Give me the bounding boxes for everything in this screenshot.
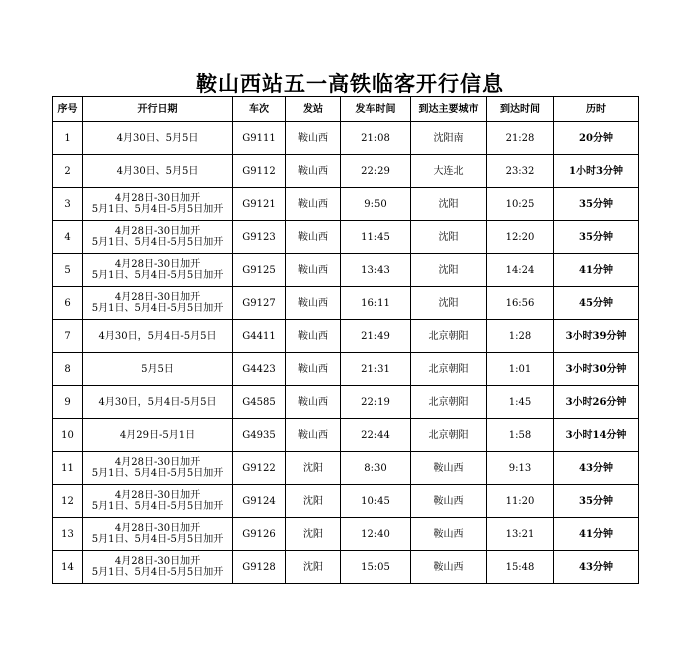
- date-line: 5月1日、5月4日-5月5日加开: [91, 237, 224, 248]
- date-line: 4月30日、5月5日: [116, 132, 199, 144]
- destination-city-cell: 北京朝阳: [411, 353, 487, 386]
- table-row: [53, 452, 639, 485]
- origin-station-cell: 沈阳: [286, 551, 341, 584]
- origin-station-cell: 沈阳: [286, 452, 341, 485]
- row-number-cell: 11: [53, 452, 83, 485]
- date-line: 4月28日-30日加开: [114, 226, 201, 237]
- duration-cell: 43分钟: [554, 551, 639, 584]
- date-line: 5月1日、5月4日-5月5日加开: [91, 468, 224, 479]
- table-row: [53, 287, 639, 320]
- date-line: 5月1日、5月4日-5月5日加开: [91, 534, 224, 545]
- table-row: [53, 518, 639, 551]
- row-number-cell: 3: [53, 188, 83, 221]
- origin-station-cell: 鞍山西: [286, 353, 341, 386]
- destination-city-cell: 鞍山西: [411, 518, 487, 551]
- origin-station-cell: 鞍山西: [286, 155, 341, 188]
- departure-time-cell: 8:30: [341, 452, 411, 485]
- train-number-cell: G9128: [233, 551, 286, 584]
- arrival-time-cell: 14:24: [487, 254, 554, 287]
- departure-time-cell: 12:40: [341, 518, 411, 551]
- destination-city-cell: 北京朝阳: [411, 320, 487, 353]
- duration-cell: 43分钟: [554, 452, 639, 485]
- duration-cell: 3小时30分钟: [554, 353, 639, 386]
- date-line: 5月1日、5月4日-5月5日加开: [91, 303, 224, 314]
- arrival-time-cell: 13:21: [487, 518, 554, 551]
- header-cell-train: 车次: [233, 97, 286, 122]
- date-cell: [83, 353, 233, 386]
- duration-cell: 45分钟: [554, 287, 639, 320]
- destination-city-cell: 北京朝阳: [411, 386, 487, 419]
- table-row: [53, 353, 639, 386]
- date-line: 4月30日，5月4日-5月5日: [98, 330, 217, 342]
- destination-city-cell: 沈阳: [411, 287, 487, 320]
- arrival-time-cell: 1:01: [487, 353, 554, 386]
- train-number-cell: G4585: [233, 386, 286, 419]
- origin-station-cell: 沈阳: [286, 518, 341, 551]
- destination-city-cell: 沈阳南: [411, 122, 487, 155]
- origin-station-cell: 鞍山西: [286, 188, 341, 221]
- date-cell: [83, 419, 233, 452]
- date-cell: [83, 485, 233, 518]
- departure-time-cell: 13:43: [341, 254, 411, 287]
- date-line: 4月28日-30日加开: [114, 292, 201, 303]
- row-number-cell: 2: [53, 155, 83, 188]
- train-number-cell: G4423: [233, 353, 286, 386]
- date-cell: [83, 452, 233, 485]
- header-cell-arrival: 到达时间: [487, 97, 554, 122]
- train-number-cell: G9124: [233, 485, 286, 518]
- date-line: 4月28日-30日加开: [114, 523, 201, 534]
- table-row: [53, 254, 639, 287]
- date-line: 4月30日、5月5日: [116, 165, 199, 177]
- departure-time-cell: 22:44: [341, 419, 411, 452]
- date-line: 4月30日，5月4日-5月5日: [98, 396, 217, 408]
- table-row: [53, 419, 639, 452]
- arrival-time-cell: 10:25: [487, 188, 554, 221]
- row-number-cell: 5: [53, 254, 83, 287]
- row-number-cell: 1: [53, 122, 83, 155]
- duration-cell: 41分钟: [554, 518, 639, 551]
- table-row: [53, 188, 639, 221]
- row-number-cell: 4: [53, 221, 83, 254]
- date-cell: [83, 551, 233, 584]
- schedule-table: [52, 96, 639, 584]
- train-number-cell: G9122: [233, 452, 286, 485]
- row-number-cell: 6: [53, 287, 83, 320]
- train-number-cell: G9112: [233, 155, 286, 188]
- train-number-cell: G9126: [233, 518, 286, 551]
- table-row: [53, 485, 639, 518]
- duration-cell: 3小时14分钟: [554, 419, 639, 452]
- row-number-cell: 9: [53, 386, 83, 419]
- origin-station-cell: 鞍山西: [286, 287, 341, 320]
- date-line: 4月28日-30日加开: [114, 457, 201, 468]
- row-number-cell: 14: [53, 551, 83, 584]
- table-body: [53, 122, 639, 584]
- row-number-cell: 12: [53, 485, 83, 518]
- date-line: 5月1日、5月4日-5月5日加开: [91, 501, 224, 512]
- date-line: 5月1日、5月4日-5月5日加开: [91, 204, 224, 215]
- row-number-cell: 10: [53, 419, 83, 452]
- row-number-cell: 7: [53, 320, 83, 353]
- date-cell: [83, 221, 233, 254]
- page-title: 鞍山西站五一高铁临客开行信息: [196, 72, 504, 96]
- departure-time-cell: 22:19: [341, 386, 411, 419]
- arrival-time-cell: 11:20: [487, 485, 554, 518]
- arrival-time-cell: 9:13: [487, 452, 554, 485]
- date-cell: [83, 122, 233, 155]
- departure-time-cell: 21:08: [341, 122, 411, 155]
- origin-station-cell: 鞍山西: [286, 221, 341, 254]
- duration-cell: 35分钟: [554, 221, 639, 254]
- arrival-time-cell: 23:32: [487, 155, 554, 188]
- train-number-cell: G4411: [233, 320, 286, 353]
- departure-time-cell: 11:45: [341, 221, 411, 254]
- duration-cell: 35分钟: [554, 188, 639, 221]
- arrival-time-cell: 15:48: [487, 551, 554, 584]
- duration-cell: 1小时3分钟: [554, 155, 639, 188]
- departure-time-cell: 16:11: [341, 287, 411, 320]
- date-cell: [83, 254, 233, 287]
- table-row: [53, 320, 639, 353]
- arrival-time-cell: 1:45: [487, 386, 554, 419]
- row-number-cell: 13: [53, 518, 83, 551]
- row-number-cell: 8: [53, 353, 83, 386]
- header-cell-duration: 历时: [554, 97, 639, 122]
- date-line: 5月1日、5月4日-5月5日加开: [91, 567, 224, 578]
- departure-time-cell: 9:50: [341, 188, 411, 221]
- origin-station-cell: 鞍山西: [286, 386, 341, 419]
- duration-cell: 3小时26分钟: [554, 386, 639, 419]
- origin-station-cell: 鞍山西: [286, 320, 341, 353]
- train-number-cell: G9127: [233, 287, 286, 320]
- date-cell: [83, 386, 233, 419]
- train-number-cell: G9125: [233, 254, 286, 287]
- destination-city-cell: 沈阳: [411, 188, 487, 221]
- date-cell: [83, 188, 233, 221]
- destination-city-cell: 大连北: [411, 155, 487, 188]
- destination-city-cell: 北京朝阳: [411, 419, 487, 452]
- date-line: 4月28日-30日加开: [114, 490, 201, 501]
- header-cell-date: 开行日期: [83, 97, 233, 122]
- date-cell: [83, 518, 233, 551]
- table-row: [53, 386, 639, 419]
- duration-cell: 41分钟: [554, 254, 639, 287]
- date-cell: [83, 320, 233, 353]
- destination-city-cell: 鞍山西: [411, 485, 487, 518]
- origin-station-cell: 鞍山西: [286, 122, 341, 155]
- header-row: [53, 97, 639, 122]
- header-cell-from: 发站: [286, 97, 341, 122]
- table-row: [53, 155, 639, 188]
- date-cell: [83, 155, 233, 188]
- duration-cell: 3小时39分钟: [554, 320, 639, 353]
- duration-cell: 20分钟: [554, 122, 639, 155]
- departure-time-cell: 10:45: [341, 485, 411, 518]
- destination-city-cell: 鞍山西: [411, 551, 487, 584]
- origin-station-cell: 鞍山西: [286, 419, 341, 452]
- date-line: 4月28日-30日加开: [114, 556, 201, 567]
- arrival-time-cell: 16:56: [487, 287, 554, 320]
- arrival-time-cell: 12:20: [487, 221, 554, 254]
- origin-station-cell: 沈阳: [286, 485, 341, 518]
- header-cell-no: 序号: [53, 97, 83, 122]
- destination-city-cell: 沈阳: [411, 254, 487, 287]
- date-line: 4月28日-30日加开: [114, 259, 201, 270]
- table-row: [53, 122, 639, 155]
- train-number-cell: G9123: [233, 221, 286, 254]
- date-line: 4月29日-5月1日: [119, 429, 196, 441]
- table-row: [53, 221, 639, 254]
- departure-time-cell: 21:49: [341, 320, 411, 353]
- train-number-cell: G9111: [233, 122, 286, 155]
- departure-time-cell: 15:05: [341, 551, 411, 584]
- date-line: 4月28日-30日加开: [114, 193, 201, 204]
- date-cell: [83, 287, 233, 320]
- origin-station-cell: 鞍山西: [286, 254, 341, 287]
- duration-cell: 35分钟: [554, 485, 639, 518]
- arrival-time-cell: 1:28: [487, 320, 554, 353]
- header-cell-departure: 发车时间: [341, 97, 411, 122]
- train-number-cell: G4935: [233, 419, 286, 452]
- date-line: 5月1日、5月4日-5月5日加开: [91, 270, 224, 281]
- header-cell-destination: 到达主要城市: [411, 97, 487, 122]
- arrival-time-cell: 21:28: [487, 122, 554, 155]
- table-row: [53, 551, 639, 584]
- arrival-time-cell: 1:58: [487, 419, 554, 452]
- departure-time-cell: 21:31: [341, 353, 411, 386]
- destination-city-cell: 沈阳: [411, 221, 487, 254]
- departure-time-cell: 22:29: [341, 155, 411, 188]
- train-number-cell: G9121: [233, 188, 286, 221]
- destination-city-cell: 鞍山西: [411, 452, 487, 485]
- date-line: 5月5日: [141, 363, 174, 375]
